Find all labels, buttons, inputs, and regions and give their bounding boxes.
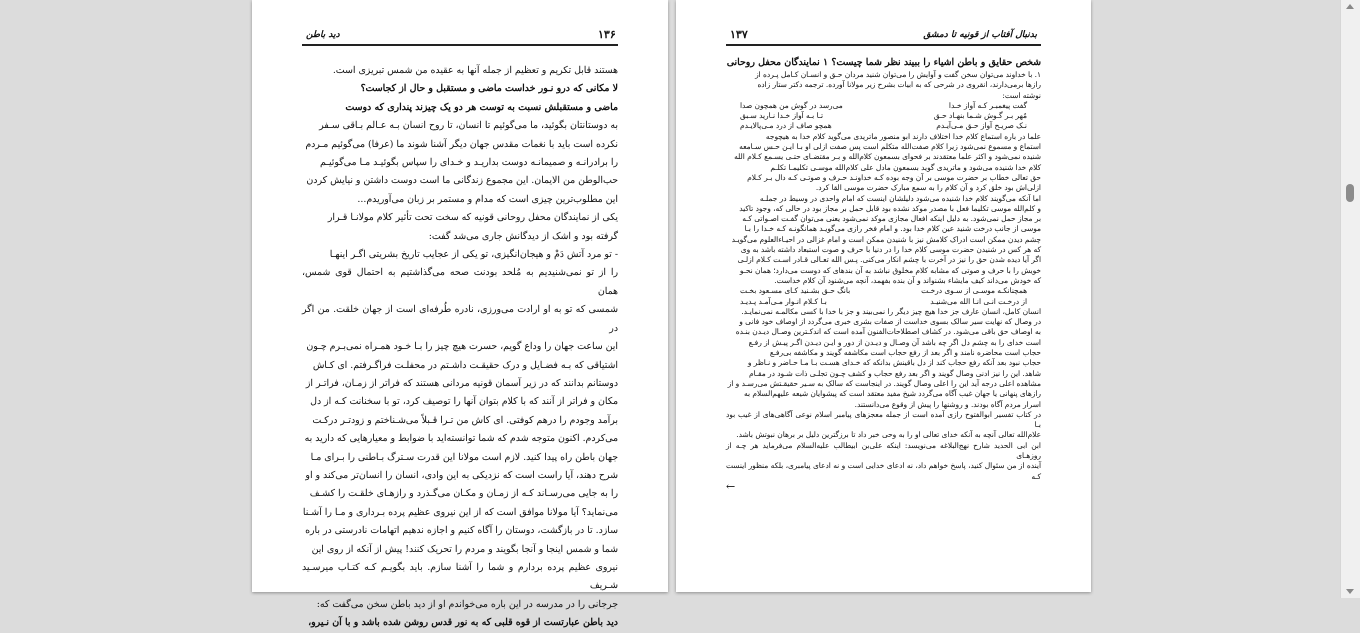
footnote-line: اگر آیا دیده شدن حق را نیز در آخرت با چشم انکار می‌کنی. پـس الله تعـالی قـادر اسـت کـلام ازلـی (737, 255, 1041, 265)
footnote-line: چشم دیدن ممکن است ادراک کلامش نیز با شنیدن ممکن است و امام غزالی در احیـاءالعلوم می‌گویـد (731, 234, 1041, 244)
footnote-line: حجاب نبود بعد آنکه رفع حجاب کند از دل باقینش بدانکه که خـدای هسـت بـا مـا حـاضر و نـاظر و (747, 358, 1041, 368)
verse-hemistich: بانگ حـق بشـنید کـای مسـعود بخـت (740, 286, 851, 296)
verse-hemistich: می‌رسد در گوش من همچون صدا (740, 100, 843, 110)
footnote-line: حق تعالی خطاب بر حضرت موسی بر آن وجه بوده کـه خداونـد حـرف و صوتـی کـه دال بـر کـلام (747, 172, 1041, 182)
text-line: شمسی که تو به او ارادت می‌ورزی، نادره طُرفه‌ای است از جهان خلقت. من اگر در (302, 304, 618, 334)
footnote-line: کلام خدا شنیده می‌شود و ماتریدی گوید بسمعون مادل علی کلام‌الله موسـی تکلیمـا تکلـم (770, 162, 1041, 172)
footnote-line: انسان کامل، انسان عارف جز خدا هیچ چیز دیگر را نمی‌بیند و جز با خدا با کسی مکالمـه نمی‌نمایـد. (741, 306, 1041, 316)
footnote-line: موسی از جانب درخت شنید عین کلام خدا بود. و امام فخر رازی می‌گویـد همانگونـه کـه خـدا را بـا (744, 224, 1041, 234)
verse-row (726, 286, 1041, 296)
footnote-line: رازها برمی‌دارند، انقروی در شرحی که به ابیات بشرح زیر مولانا آورده. ترجمه دکتر ستار زاده (757, 80, 1041, 90)
footnote-line: در کتاب تفسیر ابوالفتوح رازی آمده است از جمله معجزهای پیامبر اسلام نوعی آگاهی‌های از غیب بود بـا (726, 409, 1041, 430)
footnote-line: رازهای پنهانی یا جهان غیب آگاه می‌گردد شیخ مفید معتقد است که پیشوایان شیعه علیهم‌السلام به (744, 389, 1041, 399)
verse-line: لا مکانی که درو نـور خداست ماضی و مستقبل و حال از کجاست؟ (360, 83, 618, 95)
text-line: این مطلوب‌ترین چیزی است که مدام و مستمر بر زبان می‌آوریدم... (357, 193, 618, 205)
text-line: حب‌الوطن من الایمان. این مجموع زندگانی ما است دوست داشتن و نیایش کردن (306, 175, 618, 187)
footnote-line: شنیده نمی‌شود و اکثر علما معتقدند بر فحوای بسمعون کلام‌الله و بـر مقتضـای حتـی یسـمع کـلام الله (734, 152, 1041, 162)
document-page-137 (676, 0, 1091, 592)
text-line: می‌کردم. اکنون متوجه شدم که شما توانسته‌اید با ضوابط و معیارهایی که دارید به (304, 433, 618, 445)
running-title: دید باطن (306, 30, 340, 40)
footnote-line: استماع و مسموع نمی‌شود زیرا کلام صفت‌الله متکلم است پس صفت ازلی او بـا ایـن حـس سـامعه (739, 142, 1041, 152)
footnote-line: بر مجاز حمل نمی‌شود. به دلیل اینکه افعال مجازی موکد نمی‌شود یعنی می‌توان گفـت اصـواتی کـه (742, 214, 1041, 224)
text-line: را برادرانـه و صمیمانـه دوست بداریـد و خـدای را سپاس بگوئیـد مـا می‌گوئیـم (319, 157, 618, 169)
text-line: هستند قابل تکریم و تعظیم از جمله آنها به عقیده من شمس تبریزی است. (332, 65, 618, 76)
text-line: می‌نماید؟ آیا مولانا موافق است که از این نیروی عظیم پرده بـرداری و مـا را آشـنا (302, 506, 618, 518)
verse-hemistich: تـا بـه آواز خـدا نـارید سـبق (740, 111, 824, 121)
footnote-line: حجاب است محاضره نامند و اگر بعد از رفع حجاب است مکاشفه گویند و مکاشفه بی‌رفـع (769, 348, 1041, 358)
footnote-line: علام‌الله تعالی آنچه به آنکه خدای تعالی او را به وحی خبر داد تا برزگترین دلیل بر برهان نبوتش باشد. (736, 430, 1041, 440)
footnote-line: که خودش می‌داند کیف ما‌یشاء بشنواند و آن بنده بفهمد، آنچه می‌شنود آن کلام خداست. (774, 275, 1041, 285)
running-title: بدنبال آفتاب از قونیه تا دمشق (923, 30, 1037, 40)
text-line: دوستانم بدانند که در زیر آسمان قونیه مردانی هستند که فراتر از زمـان، فراتـر از (305, 377, 618, 389)
text-line: جهان باطن راه پیدا کنید. لازم است مولانا این قدرت سـترگ بـاطنی را بـرای مـا (310, 451, 618, 463)
scroll-up-arrow-icon[interactable] (1346, 4, 1354, 9)
verse-hemistich: همچو صاف از درد مـی‌پالایـدم (740, 121, 832, 131)
footnote-line: به اوصاف حق باقی می‌شود. در کشاف اصطلاحات‌الفنون آمده است که اندکـترین وصـال دیـدن بنـده (735, 327, 1041, 337)
verse-hemistich: نـک صریـح آواز حـق مـی‌آیـدم (936, 121, 1027, 131)
footnote-line: مشاهده اعلی درجه آید این را اعلی وصال گویند. در اینجاست که سالک به سـیر حقیقـتش می‌رسـد و از (727, 378, 1041, 388)
scrollbar-thumb[interactable] (1346, 184, 1354, 202)
text-line: اشتیاقی که بـه فضـایل و درک حقیقـت داشـتم در محفلـت فراگـرفتم. ای کـاش (312, 359, 618, 371)
footnote-line: اسرار مردم آگاه بودند. و روشنها را پیش از وقوع می‌دانستند. (854, 399, 1041, 409)
footnote-line: ابن ابی الحدید شارح نهج‌البلاغه می‌نویسد: اینکه علی‌بن ابیطالب علیه‌السلام می‌فرماید هر چـه از روزهـای (726, 440, 1041, 460)
scroll-down-arrow-icon[interactable] (1346, 589, 1354, 594)
verse-row (726, 111, 1041, 121)
text-line: برآمد وجودم را درهم کوفتی. ای کاش من تـرا قـبلاً می‌شـناختم و زودتـر درکـت (312, 414, 618, 426)
text-line: نکرده است باید با نغمات مقدس جهان دیگر آشنا شوند ما (عرفا) می‌گوئیم مـردم (305, 138, 618, 150)
footnote-line: که هر کس در شنیدن حضرت موسی کلام خدا را در دنیا با حرف و صوت استبعاد داشته باشد به وی (740, 245, 1041, 255)
text-line: گرفته بود و اشک از دیدگانش جاری می‌شد گفت: (428, 230, 618, 242)
text-line: دید باطن عبارتست از قوه قلبی که به نور قدس روشن شده باشد و با آن نـیرو، (308, 617, 618, 629)
body-text-line: شخص حقایق و باطن اشیاء را ببیند نظر شما چیست؟ ۱ نمایندگان محفل روحانی (726, 57, 1041, 68)
text-line: شرح دهند، آیا راست است که نزدیکی به این وادی، انسان را انسان‌تر می‌کند و او (305, 469, 618, 481)
footnote-line: ازلی‌اش بود خلق کرد و آن کلام را به سمع مبارک حضرت موسی القا کرد. (815, 183, 1041, 193)
verse-hemistich: از درخـت انـی انـا الله می‌شنیـد (930, 296, 1027, 306)
footnote-line: خویش را با حرف و صوتی که مشابه کلام مخلوق نباشد به آن بندهای که دوست می‌دارد؛ همان نحـو (739, 265, 1041, 275)
text-line: نیروی عظیم پرده بردارم و شما را آشنا سازم. باید بگویـم کـه کتـاب میرسـید شـریف (302, 561, 618, 592)
page-header (302, 28, 618, 46)
verse-hemistich: گفت پیغمبـر کـه آواز خـدا (948, 100, 1027, 110)
page-number: ۱۳۷ (730, 28, 748, 41)
verse-line: ماضی و مستقبلش نسبت به توست هر دو یک چیزند پنداری که دوست (345, 101, 618, 113)
footnote-line: شاهد. این را نیز ادنی وصال گویند و اگر بعد رفع حجاب و کشف چـون تجلـی ذات شـود در مقـام (749, 368, 1041, 378)
page-number: ۱۳۶ (598, 28, 616, 41)
text-line: جرجانی را در مدرسه در این باره می‌خواندم او از دید باطن سخن می‌گفت که: (316, 598, 618, 610)
text-line: را از تو نمی‌شنیدیم به مُلحد بودنت صحه می‌گذاشتیم به احتمال قوی شمس، همان (302, 267, 618, 297)
verse-row (726, 121, 1041, 131)
text-line: مکان و فراتر از آنند که با کلام بتوان آنها را توصیف کرد، تو با سخنانت کـه از دل (310, 396, 618, 408)
text-line: را به جایی می‌رسـاند کـه از زمـان و مکـان می‌گـذرد و رازهـای خلقـت را کشـف (309, 488, 618, 500)
text-line: به دوستانتان بگوئید، ما می‌گوئیم تا انسان، تا روح انسان بـه عـالم بـاقی سـفر (319, 120, 618, 132)
verse-row (726, 101, 1041, 111)
verse-hemistich: همچنانکـه موسـی از سـوی درخـت (921, 286, 1027, 296)
vertical-scrollbar[interactable] (1340, 0, 1360, 598)
text-line: سازد. تا در بازگشت، دوستان را آگاه کنیم و اجازه ندهیم اتهامات نادرستی در باره (305, 525, 618, 537)
verse-row (726, 297, 1041, 307)
page-body (726, 56, 1041, 546)
document-page-136 (252, 0, 668, 629)
text-line: یکی از نمایندگان محفل روحانی قونیه که سخت تحت تأثیر کلام مولانـا قـرار (327, 212, 618, 224)
footnote-line: آینده از من سئوال کنید، پاسخ خواهم داد، نه ادعای خدایی است و نه ادعای پیامبری، بلکه منظور اینست کـه (726, 461, 1041, 481)
continue-arrow-icon: ← (726, 479, 736, 493)
page-body (302, 62, 618, 629)
verse-hemistich: مُهر بـر گـوش شـما بنهـاد حـق (933, 111, 1027, 121)
footnote-line: و کلم‌الله موسی تکلیما فعل با مصدر موکد نشده بود قابل حمل بر مجاز بود در حالی که، وجود تاکید (739, 203, 1041, 213)
footnote-line: در وصال که نهایت سیر سالک بسوی خداست از صفات بشری خبری می‌گردد از اوصاف خود فانی و (739, 317, 1041, 327)
footnote-line: ۱. با خداوند می‌توان سخن گفت و آوایش را می‌توان شنید مردان حـق و انسـان کـامل پـرده از (755, 70, 1041, 79)
footnote-line: است خدای را به چشم دل اگر چه باشد آن وصـال و دیـدن از دور و ایـن دیـدن اگـر پیـش از رفـع (748, 337, 1041, 347)
footnote-line: اما آنکه می‌گویند کلام خدا شنیده می‌شود دلیلشان اینست که امام واحدی در وسیط در جملـه (759, 193, 1041, 203)
text-line: - تو مرد آتش دَمْ و هیجان‌انگیزی، تو یکی از عجایب تاریخ بشریتی اگـر اینهـا (329, 249, 618, 261)
footnote-line: نوشته است: (1002, 90, 1041, 100)
page-header (726, 28, 1041, 46)
text-line: شما و شمس اینجا و آنجا بگویند و مردم را تحریک کنند! پیش از آنکه از روی این (311, 543, 618, 555)
verse-hemistich: بـا کـلام انـوار مـی‌آمـد پـدیـد (740, 296, 827, 306)
text-line: این ساعت جهان را وداع گویم، حسرت هیچ چیز را بـا خـود همـراه نمی‌بـرم چـون (306, 341, 618, 353)
footnote-line: علما در باره استماع کلام خدا اختلاف دارند ابو منصور ماتریدی می‌گوید کلام خدا به هیچوجه (765, 131, 1041, 141)
